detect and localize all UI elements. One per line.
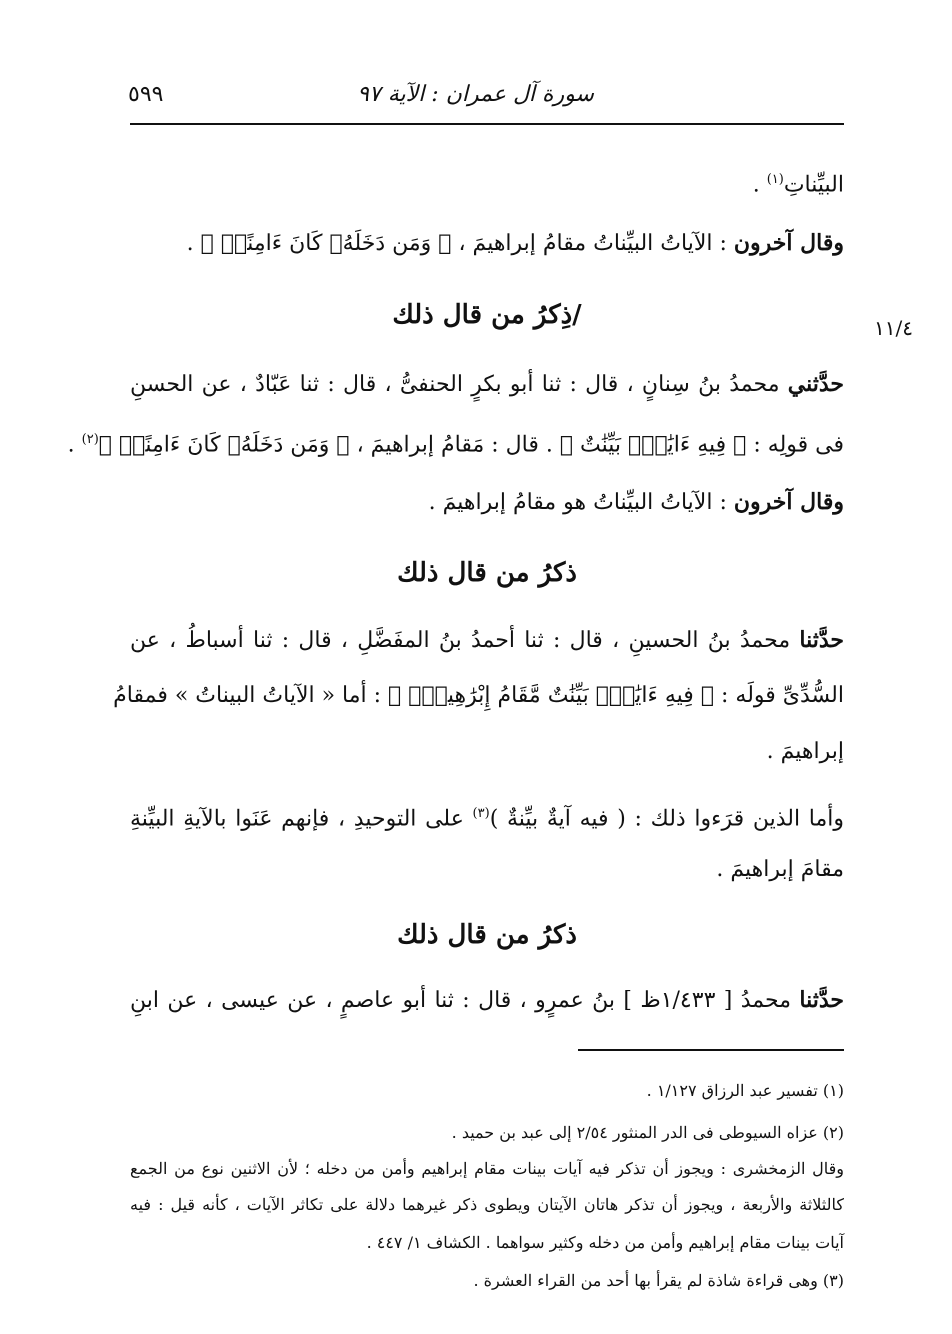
narration-label: حدَّثني (787, 371, 844, 397)
footnote: آيات بينات مقام إبراهيم وأمن من دخله وكثير سواهما . الكشاف ١/ ٤٤٧ . (366, 1233, 844, 1252)
text-span: وأما الذين قرَءوا ذلك : ( فيه آيةٌ بيِّنةٌ ) (489, 806, 844, 832)
text-span: السُّدِّىِّ قولَه : ﴿ فِيهِ ءَايَٰتُۢ بَيِّنَٰتٌ مَّقَامُ إِبْرَٰهِيمَۖ ﴾ : أما « الآياتُ البيناتُ » فمقامُ (113, 683, 844, 708)
footnote: (٢) عزاه السيوطى فى الدر المنثور ٢/٥٤ إلى عبد بن حميد . (451, 1123, 844, 1142)
text-line (429, 482, 844, 523)
text-line (753, 160, 844, 205)
footnote: وقال الزمخشرى : ويجوز أن تذكر فيه آيات بينات مقام إبراهيم وأمن من دخله ؛ لأن الاثنين نوع من الجمع (130, 1159, 844, 1178)
text-span: . (67, 432, 82, 458)
text-line (68, 420, 844, 465)
running-header-title: سورة آل عمران : الآية ٩٧ (357, 82, 594, 107)
text-span: إبراهيمَ . (766, 739, 844, 764)
text-span: مقامَ إبراهيمَ . (716, 857, 844, 882)
narration-label: حدَّثنا (799, 987, 844, 1013)
text-span: البيِّناتِ (783, 172, 844, 198)
section-heading: /ذِكرُ من قال ذلك (392, 300, 582, 330)
text-span: : الآياتُ البيِّناتُ هو مقامُ إبراهيمَ . (428, 490, 734, 515)
speaker-label: وقال آخرون (733, 230, 844, 256)
text-span: على التوحيدِ ، فإنهم عَنَوا بالآيةِ البيِّنةِ (130, 806, 473, 832)
narration-label: حدَّثنا (799, 627, 844, 653)
text-line (113, 676, 844, 716)
text-span: محمدُ [ ١/٤٣٣ظ ] بنُ عمرٍو ، قال : ثنا أبو عاصمٍ ، عن عيسى ، عن ابنِ (130, 988, 800, 1013)
margin-reference: ١١/٤ (874, 316, 913, 340)
section-heading: ذكرُ من قال ذلك (397, 920, 577, 950)
text-line (716, 850, 844, 890)
text-span: فى قولِه : ﴿ فِيهِ ءَايَٰتُۢ بَيِّنَٰتٌ ﴾ . قال : مَقامُ إبراهيمَ ، ﴿ وَمَن دَخَلَهُۥ كَانَ ءَامِنًاۗ ﴾ (98, 432, 844, 458)
text-line (130, 620, 844, 661)
footnote: كالثلاثة والأربعة ، ويجوز أن تذكر هاتان الآيتان ويطوى ذكر غيرهما دلالة على تكاثر الآيات ، كأنه قيل : فيه (130, 1195, 844, 1214)
text-line (130, 364, 844, 405)
text-span: . (752, 172, 767, 198)
text-line (187, 223, 844, 264)
footnote: (١) تفسير عبد الرزاق ١/١٢٧ . (646, 1081, 844, 1100)
footnote-marker: (١) (766, 172, 784, 187)
section-heading: ذكرُ من قال ذلك (397, 558, 577, 588)
text-span: محمدُ بنُ سِنانٍ ، قال : ثنا أبو بكرٍ الحنفىُّ ، قال : ثنا عَبّادٌ ، عن الحسنِ (130, 372, 788, 397)
text-line (767, 732, 844, 772)
text-line (130, 980, 844, 1021)
footnote-divider (578, 1049, 844, 1051)
text-line (130, 794, 844, 839)
footnote-marker: (٢) (81, 432, 99, 447)
speaker-label: وقال آخرون (733, 489, 844, 515)
text-span: محمدُ بنُ الحسينِ ، قال : ثنا أحمدُ بنُ المفَضَّلِ ، قال : ثنا أسباطُ ، عن (130, 628, 800, 653)
header-divider (130, 123, 844, 125)
page-number: ٥٩٩ (128, 82, 164, 107)
footnote-marker: (٣) (472, 806, 490, 821)
text-span: : الآياتُ البيِّناتُ مقامُ إبراهيمَ ، ﴿ وَمَن دَخَلَهُۥ كَانَ ءَامِنًاۗ ﴾ . (186, 231, 734, 256)
footnote: (٣) وهى قراءة شاذة لم يقرأ بها أحد من القراء العشرة . (473, 1271, 844, 1290)
